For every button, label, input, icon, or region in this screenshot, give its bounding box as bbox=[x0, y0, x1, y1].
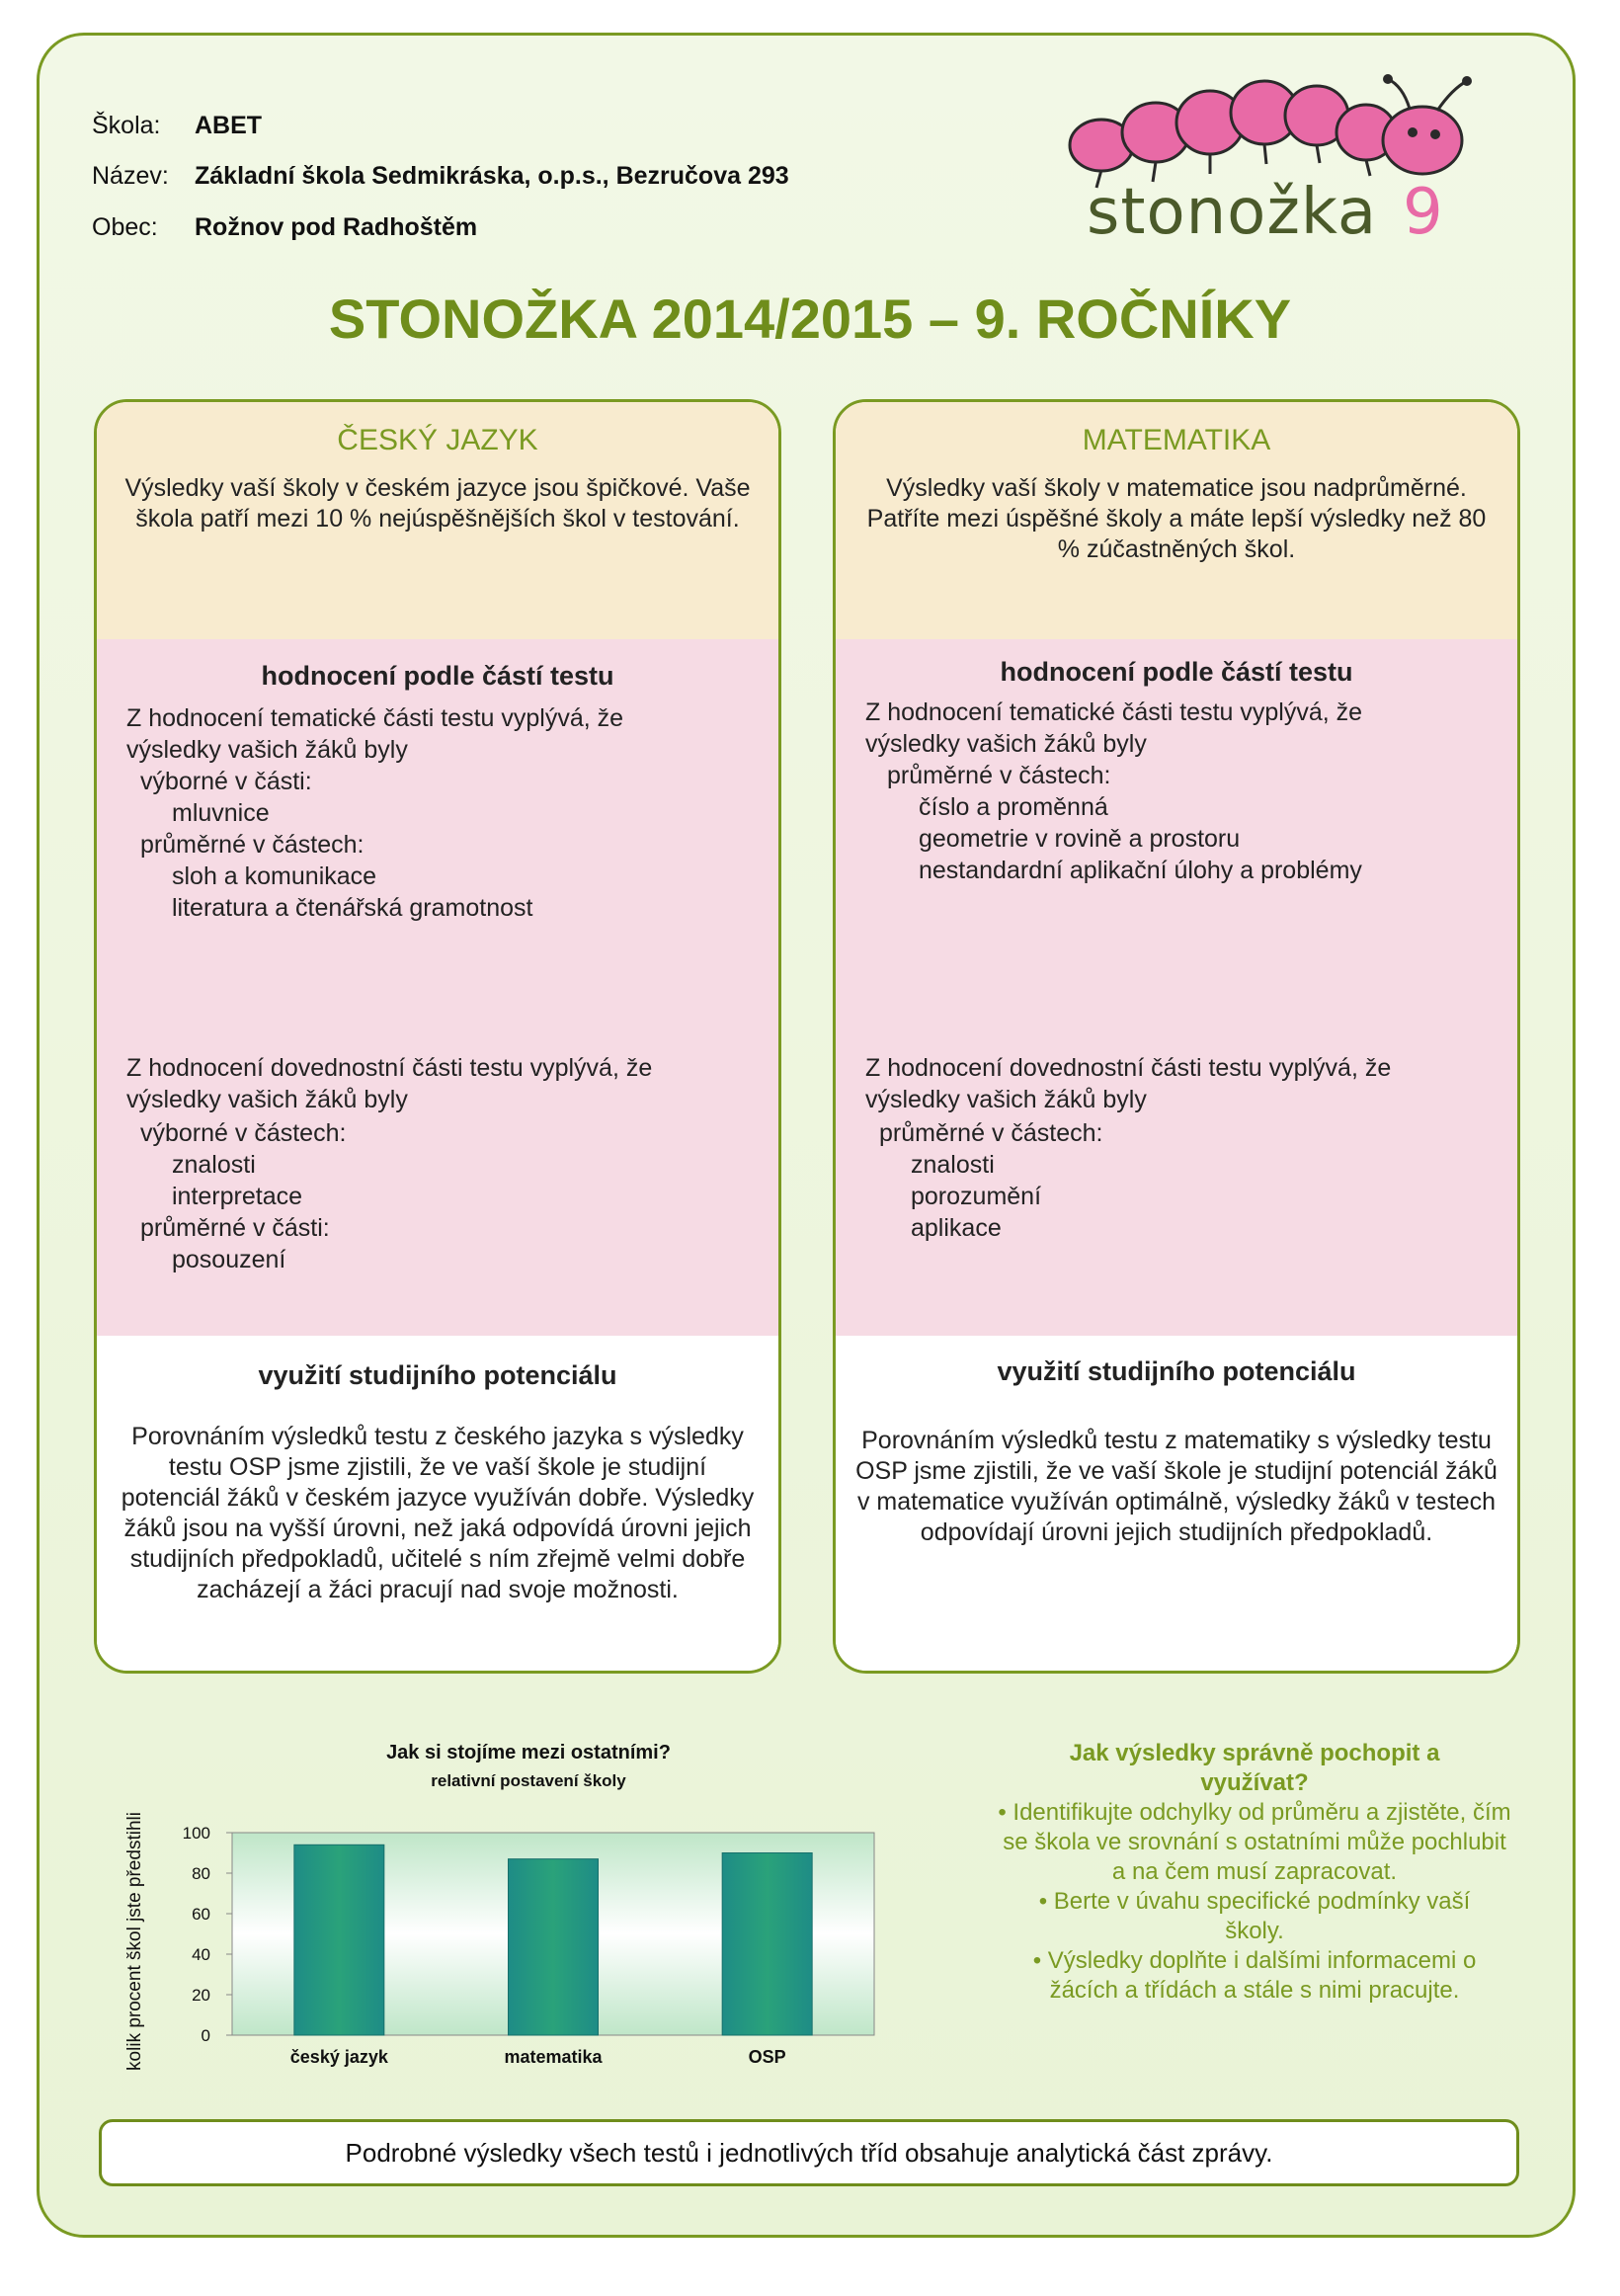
thematic-line: Z hodnocení tematické části testu vyplývá, že bbox=[865, 698, 1363, 726]
skills-line: výsledky vašich žáků byly bbox=[865, 1086, 1147, 1113]
panel-title: MATEMATIKA bbox=[1082, 424, 1271, 456]
y-tick-label: 60 bbox=[192, 1905, 210, 1924]
thematic-line: Z hodnocení tematické části testu vyplývá, že bbox=[126, 704, 624, 732]
tip-item: • Berte v úvahu specifické podmínky vaší školy. bbox=[1038, 1888, 1471, 1944]
math-panel bbox=[833, 399, 1520, 1674]
skills-line: aplikace bbox=[911, 1214, 1002, 1242]
potential-heading: využití studijního potenciálu bbox=[258, 1360, 617, 1390]
thematic-line: průměrné v částech: bbox=[887, 762, 1111, 789]
thematic-line: výsledky vašich žáků byly bbox=[126, 736, 408, 764]
y-tick-label: 0 bbox=[201, 2026, 210, 2045]
panel-summary: Výsledky vaší školy v českém jazyce jsou špičkové. Vaše škola patří mezi 10 % nejúspěšnějších škol v testování. bbox=[124, 474, 751, 533]
footer-note: Podrobné výsledky všech testů i jednotlivých tříd obsahuje analytická část zprávy. bbox=[99, 2119, 1519, 2186]
tips-heading: Jak výsledky správně pochopit a využívat? bbox=[1069, 1740, 1440, 1796]
logo-number: 9 bbox=[1403, 176, 1443, 249]
x-tick-label: český jazyk bbox=[289, 2047, 388, 2067]
skills-line: posouzení bbox=[172, 1246, 286, 1273]
panel-summary: Výsledky vaší školy v matematice jsou nadprůměrné. Patříte mezi úspěšné školy a máte lepší výsledky než 80 % zúčastněných škol. bbox=[866, 474, 1487, 563]
school-row bbox=[92, 112, 262, 140]
tip-item: • Výsledky doplňte i dalšími informacemi o žácích a třídách a stále s nimi pracujte. bbox=[1032, 1947, 1477, 2004]
skills-line: průměrné v částech: bbox=[879, 1119, 1103, 1147]
y-axis-label: kolik procent škol jste předstihli bbox=[124, 1812, 145, 2071]
page-title: STONOŽKA 2014/2015 – 9. ROČNÍKY bbox=[328, 287, 1292, 350]
school-value: ABET bbox=[195, 112, 263, 139]
thematic-line: průměrné v částech: bbox=[140, 831, 364, 859]
name-key: Název: bbox=[92, 162, 169, 190]
skills-line: znalosti bbox=[172, 1151, 256, 1179]
skills-line: Z hodnocení dovednostní části testu vyplývá, že bbox=[126, 1054, 653, 1082]
potential-heading: využití studijního potenciálu bbox=[997, 1356, 1356, 1386]
potential-text: Porovnáním výsledků testu z matematiky s výsledky testu OSP jsme zjistili, že ve vaší škole je studijní potenciál žáků v matematice využíván optimálně, výsledky žáků v testech odpovídají úrovni jejich studijních předpokladů. bbox=[855, 1427, 1498, 1546]
thematic-line: výsledky vašich žáků byly bbox=[865, 730, 1147, 758]
tips-box bbox=[958, 1739, 1551, 2006]
thematic-line: výborné v části: bbox=[140, 768, 312, 795]
y-tick-label: 20 bbox=[192, 1986, 210, 2005]
name-value: Základní škola Sedmikráska, o.p.s., Bezručova 293 bbox=[195, 162, 789, 190]
parts-heading: hodnocení podle částí testu bbox=[261, 661, 614, 691]
skills-line: průměrné v části: bbox=[140, 1214, 330, 1242]
town-row bbox=[92, 213, 477, 242]
thematic-line: geometrie v rovině a prostoru bbox=[919, 825, 1241, 853]
bar bbox=[509, 1859, 599, 2035]
logo-word: stonožka bbox=[1087, 176, 1378, 249]
town-value: Rožnov pod Radhoštěm bbox=[195, 213, 478, 241]
bar-chart bbox=[119, 1798, 889, 2085]
thematic-line: literatura a čtenářská gramotnost bbox=[172, 894, 533, 922]
town-key: Obec: bbox=[92, 213, 158, 241]
y-tick-label: 80 bbox=[192, 1864, 210, 1883]
potential-text: Porovnáním výsledků testu z českého jazyka s výsledky testu OSP jsme zjistili, že ve vaší škole je studijní potenciál žáků v českém jazyce využíván dobře. Výsledky žáků jsou na vyšší úrovni, než jaká odpovídá úrovni jejich studijních předpokladů, učitelé s ním zřejmě velmi dobře zacházejí a žáci pracují nad svoje možnosti. bbox=[121, 1423, 755, 1603]
thematic-line: mluvnice bbox=[172, 799, 270, 827]
skills-line: výsledky vašich žáků byly bbox=[126, 1086, 408, 1113]
bar bbox=[294, 1845, 384, 2035]
bar bbox=[722, 1853, 812, 2036]
thematic-line: nestandardní aplikační úlohy a problémy bbox=[919, 857, 1362, 884]
skills-line: Z hodnocení dovednostní části testu vyplývá, že bbox=[865, 1054, 1392, 1082]
panel-title: ČESKÝ JAZYK bbox=[337, 424, 538, 456]
parts-heading: hodnocení podle částí testu bbox=[1000, 657, 1353, 687]
thematic-line: číslo a proměnná bbox=[919, 793, 1108, 821]
skills-line: výborné v částech: bbox=[140, 1119, 347, 1147]
tip-item: • Identifikujte odchylky od průměru a zjistěte, čím se škola ve srovnání s ostatními může pochlubit a na čem musí zapracovat. bbox=[998, 1799, 1511, 1885]
x-tick-label: matematika bbox=[504, 2047, 603, 2067]
chart-title: Jak si stojíme mezi ostatními? bbox=[386, 1742, 671, 1763]
school-key: Škola: bbox=[92, 112, 161, 139]
thematic-line: sloh a komunikace bbox=[172, 862, 377, 890]
y-tick-label: 40 bbox=[192, 1945, 210, 1964]
skills-line: znalosti bbox=[911, 1151, 995, 1179]
name-row bbox=[92, 162, 789, 191]
chart-subtitle: relativní postavení školy bbox=[431, 1771, 626, 1790]
x-tick-label: OSP bbox=[748, 2047, 786, 2067]
y-tick-label: 100 bbox=[182, 1824, 210, 1843]
skills-line: interpretace bbox=[172, 1183, 303, 1210]
czech-panel bbox=[94, 399, 781, 1674]
skills-line: porozumění bbox=[911, 1183, 1042, 1210]
